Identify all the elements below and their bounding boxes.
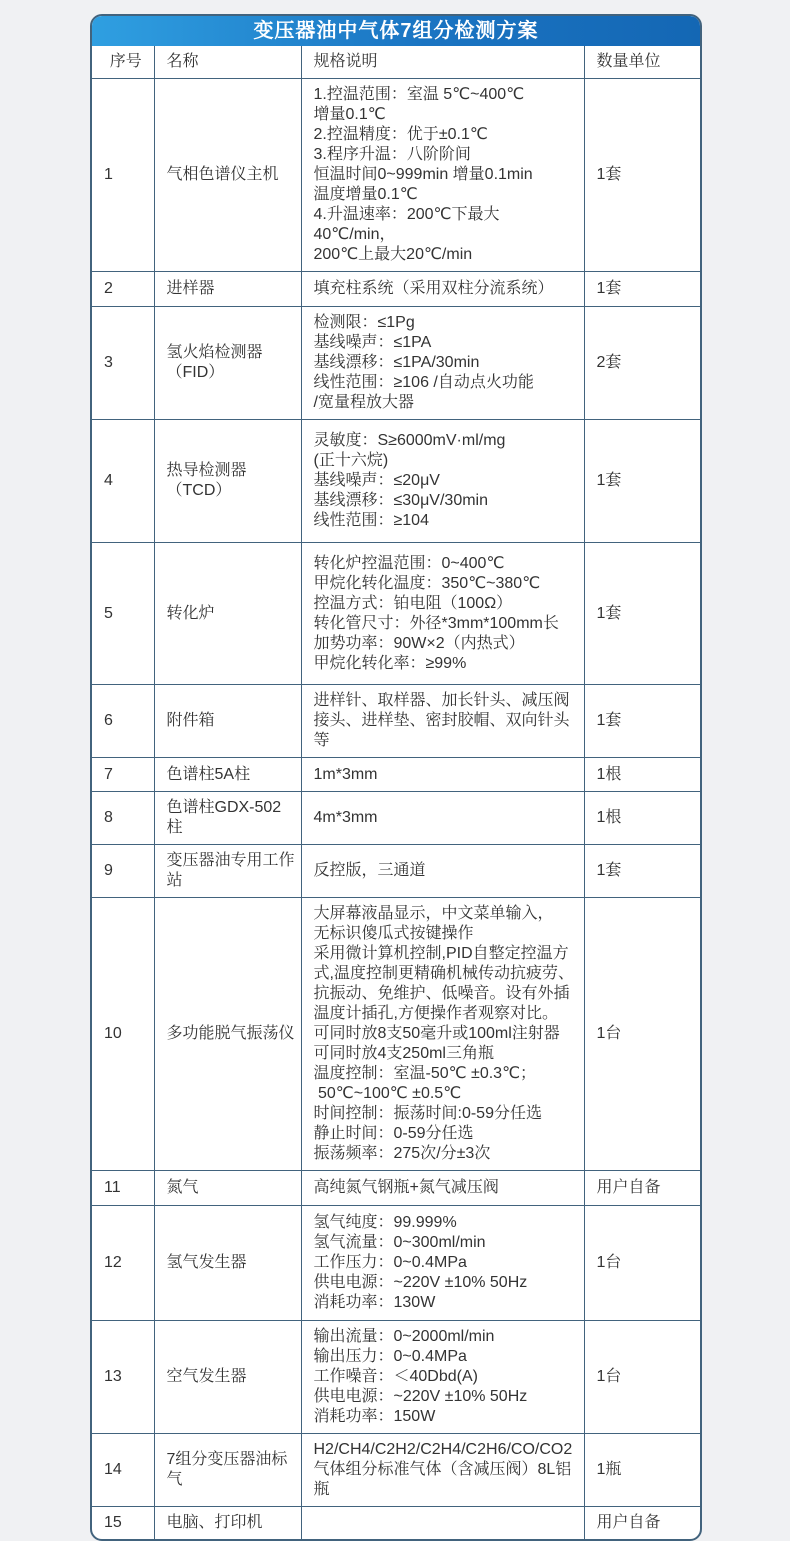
table-row bbox=[92, 898, 700, 1171]
item-qty-cell: 用户自备 bbox=[584, 1171, 700, 1206]
item-spec-cell bbox=[301, 420, 584, 543]
row-index-cell: 14 bbox=[92, 1434, 154, 1507]
spec-line: 甲烷化转化温度：350℃~380℃ bbox=[313, 574, 541, 592]
item-name-cell: 气相色谱仪主机 bbox=[154, 79, 301, 272]
spec-line: 基线噪声：≤20μV bbox=[313, 472, 440, 489]
spec-line: 基线漂移：≤30μV/30min bbox=[313, 492, 488, 509]
spec-line: 50℃~100℃ ±0.5℃ bbox=[313, 1085, 462, 1102]
item-spec-cell bbox=[301, 1206, 584, 1321]
item-qty-cell: 1瓶 bbox=[584, 1434, 700, 1507]
item-qty-cell: 1套 bbox=[584, 420, 700, 543]
spec-sheet-card bbox=[90, 14, 702, 1541]
table-row bbox=[92, 543, 700, 685]
spec-line: 3.程序升温：八阶阶间 bbox=[313, 146, 471, 163]
item-qty-cell: 1套 bbox=[584, 685, 700, 758]
item-qty-cell: 1台 bbox=[584, 1321, 700, 1434]
row-index-cell: 2 bbox=[92, 272, 154, 307]
item-qty-cell: 1根 bbox=[584, 758, 700, 792]
spec-line: 振荡频率：275次/分±3次 bbox=[313, 1145, 491, 1162]
spec-line: 线性范围：≥104 bbox=[313, 512, 429, 529]
spec-line: 加势功率：90W×2（内热式） bbox=[313, 634, 525, 652]
item-name-cell: 空气发生器 bbox=[154, 1321, 301, 1434]
item-qty-cell: 1根 bbox=[584, 792, 700, 845]
row-index-cell: 10 bbox=[92, 898, 154, 1171]
table-row bbox=[92, 1434, 700, 1507]
table-row bbox=[92, 1206, 700, 1321]
spec-line: 无标识傻瓜式按键操作 bbox=[313, 925, 474, 942]
item-name-cell: 附件箱 bbox=[154, 685, 301, 758]
spec-table bbox=[92, 46, 700, 1539]
row-index-cell: 5 bbox=[92, 543, 154, 685]
spec-line: 4m*3mm bbox=[313, 809, 378, 826]
item-name-cell: 色谱柱5A柱 bbox=[154, 758, 301, 792]
spec-line: 2.控温精度：优于±0.1℃ bbox=[313, 126, 488, 143]
item-spec-cell bbox=[301, 1321, 584, 1434]
item-spec-cell bbox=[301, 307, 584, 420]
spec-line: 氢气纯度：99.999% bbox=[313, 1214, 457, 1231]
spec-line: 增量0.1℃ bbox=[313, 106, 386, 123]
spec-line: 恒温时间0~999min 增量0.1min bbox=[313, 166, 533, 183]
spec-line: 转化炉控温范围：0~400℃ bbox=[313, 554, 505, 572]
spec-line: 4.升温速率：200℃下最大40℃/min， bbox=[313, 206, 500, 243]
spec-line: (正十六烷) bbox=[313, 452, 389, 469]
spec-line: 工作压力：0~0.4MPa bbox=[313, 1254, 467, 1271]
spec-line: 消耗功率：150W bbox=[313, 1408, 436, 1425]
table-row bbox=[92, 792, 700, 845]
row-index-cell: 11 bbox=[92, 1171, 154, 1206]
row-index-cell: 4 bbox=[92, 420, 154, 543]
table-row bbox=[92, 1171, 700, 1206]
item-spec-cell bbox=[301, 898, 584, 1171]
spec-line: 时间控制：振荡时间:0-59分任选 bbox=[313, 1105, 542, 1122]
item-spec-cell bbox=[301, 685, 584, 758]
row-index-cell: 12 bbox=[92, 1206, 154, 1321]
header-quantity: 数量单位 bbox=[584, 46, 700, 79]
spec-line: 反控版，三通道 bbox=[313, 862, 426, 879]
spec-line: 温度增量0.1℃ bbox=[313, 186, 418, 203]
spec-line: 供电电源：~220V ±10% 50Hz bbox=[313, 1274, 528, 1291]
table-row bbox=[92, 758, 700, 792]
item-name-cell: 色谱柱GDX-502柱 bbox=[154, 792, 301, 845]
spec-line: 大屏幕液晶显示，中文菜单输入， bbox=[313, 905, 554, 922]
item-spec-cell bbox=[301, 758, 584, 792]
table-body bbox=[92, 79, 700, 1540]
item-qty-cell: 1套 bbox=[584, 79, 700, 272]
spec-line: 基线噪声：≤1PA bbox=[313, 334, 432, 351]
header-spec: 规格说明 bbox=[301, 46, 584, 79]
spec-line: 200℃上最大20℃/min bbox=[313, 246, 473, 263]
row-index-cell: 8 bbox=[92, 792, 154, 845]
spec-line: 线性范围：≥106 /自动点火功能 bbox=[313, 374, 534, 391]
item-qty-cell: 用户自备 bbox=[584, 1507, 700, 1540]
item-name-cell: 多功能脱气振荡仪 bbox=[154, 898, 301, 1171]
table-row bbox=[92, 1507, 700, 1540]
item-name-cell: 热导检测器（TCD） bbox=[154, 420, 301, 543]
spec-line: 控温方式：铂电阻（100Ω） bbox=[313, 594, 513, 612]
spec-line: 灵敏度：S≥6000mV·ml/mg bbox=[313, 432, 506, 449]
row-index-cell: 3 bbox=[92, 307, 154, 420]
item-name-cell: 变压器油专用工作站 bbox=[154, 845, 301, 898]
spec-line: H2/CH4/C2H2/C2H4/C2H6/CO/CO2 bbox=[313, 1441, 573, 1458]
item-name-cell: 氢火焰检测器（FID） bbox=[154, 307, 301, 420]
item-qty-cell: 1台 bbox=[584, 898, 700, 1171]
spec-line: 消耗功率：130W bbox=[313, 1294, 436, 1311]
item-name-cell: 电脑、打印机 bbox=[154, 1507, 301, 1540]
item-qty-cell: 2套 bbox=[584, 307, 700, 420]
header-name: 名称 bbox=[154, 46, 301, 79]
item-qty-cell: 1套 bbox=[584, 272, 700, 307]
spec-line: 氢气流量：0~300ml/min bbox=[313, 1234, 486, 1251]
item-spec-cell bbox=[301, 1434, 584, 1507]
table-row bbox=[92, 420, 700, 543]
row-index-cell: 6 bbox=[92, 685, 154, 758]
spec-line: 填充柱系统（采用双柱分流系统） bbox=[313, 280, 554, 297]
item-qty-cell: 1套 bbox=[584, 845, 700, 898]
spec-line: 1.控温范围：室温 5℃~400℃ bbox=[313, 86, 525, 103]
table-row bbox=[92, 1321, 700, 1434]
item-qty-cell: 1套 bbox=[584, 543, 700, 685]
spec-line: 转化管尺寸：外径*3mm*100mm长 bbox=[313, 614, 559, 632]
spec-line: 进样针、取样器、加长针头、减压阀接头、进样垫、密封胶帽、双向针头等 bbox=[313, 692, 570, 749]
spec-line: 可同时放8支50毫升或100ml注射器 bbox=[313, 1025, 560, 1042]
spec-line: 可同时放4支250ml三角瓶 bbox=[313, 1045, 494, 1062]
spec-line: 输出流量：0~2000ml/min bbox=[313, 1328, 495, 1345]
table-row bbox=[92, 845, 700, 898]
table-row bbox=[92, 685, 700, 758]
sheet-title: 变压器油中气体7组分检测方案 bbox=[92, 16, 700, 46]
spec-line: 供电电源：~220V ±10% 50Hz bbox=[313, 1388, 528, 1405]
row-index-cell: 13 bbox=[92, 1321, 154, 1434]
table-row bbox=[92, 79, 700, 272]
spec-line: 基线漂移：≤1PA/30min bbox=[313, 354, 480, 371]
spec-line: 气体组分标准气体（含减压阀）8L铝瓶 bbox=[313, 1461, 572, 1498]
spec-line: 静止时间：0-59分任选 bbox=[313, 1125, 474, 1142]
row-index-cell: 1 bbox=[92, 79, 154, 272]
item-spec-cell bbox=[301, 79, 584, 272]
spec-line: 温度控制：室温-50℃ ±0.3℃； bbox=[313, 1065, 537, 1082]
spec-line: 高纯氮气钢瓶+氮气减压阀 bbox=[313, 1179, 499, 1196]
spec-line: 检测限：≤1Pg bbox=[313, 314, 415, 331]
item-name-cell: 氮气 bbox=[154, 1171, 301, 1206]
table-row bbox=[92, 307, 700, 420]
spec-line: 甲烷化转化率：≥99% bbox=[313, 654, 467, 672]
item-spec-cell bbox=[301, 543, 584, 685]
item-spec-cell bbox=[301, 1507, 584, 1540]
header-index: 序号 bbox=[92, 46, 154, 79]
spec-line: 1m*3mm bbox=[313, 765, 378, 783]
item-spec-cell bbox=[301, 845, 584, 898]
item-spec-cell bbox=[301, 1171, 584, 1206]
item-spec-cell bbox=[301, 272, 584, 307]
row-index-cell: 7 bbox=[92, 758, 154, 792]
item-name-cell: 转化炉 bbox=[154, 543, 301, 685]
row-index-cell: 9 bbox=[92, 845, 154, 898]
row-index-cell: 15 bbox=[92, 1507, 154, 1540]
item-qty-cell: 1台 bbox=[584, 1206, 700, 1321]
table-row bbox=[92, 272, 700, 307]
item-name-cell: 7组分变压器油标气 bbox=[154, 1434, 301, 1507]
header-row bbox=[92, 46, 700, 79]
spec-line: 采用微计算机控制,PID自整定控温方式,温度控制更精确机械传动抗疲劳、抗振动、免维护、低噪音。设有外插温度计插孔,方便操作者观察对比。 bbox=[313, 945, 574, 1022]
spec-line: /宽量程放大器 bbox=[313, 394, 414, 411]
item-name-cell: 氢气发生器 bbox=[154, 1206, 301, 1321]
item-name-cell: 进样器 bbox=[154, 272, 301, 307]
item-spec-cell bbox=[301, 792, 584, 845]
spec-line: 工作噪音：＜40Dbd(A) bbox=[313, 1368, 478, 1385]
spec-line: 输出压力：0~0.4MPa bbox=[313, 1348, 467, 1365]
